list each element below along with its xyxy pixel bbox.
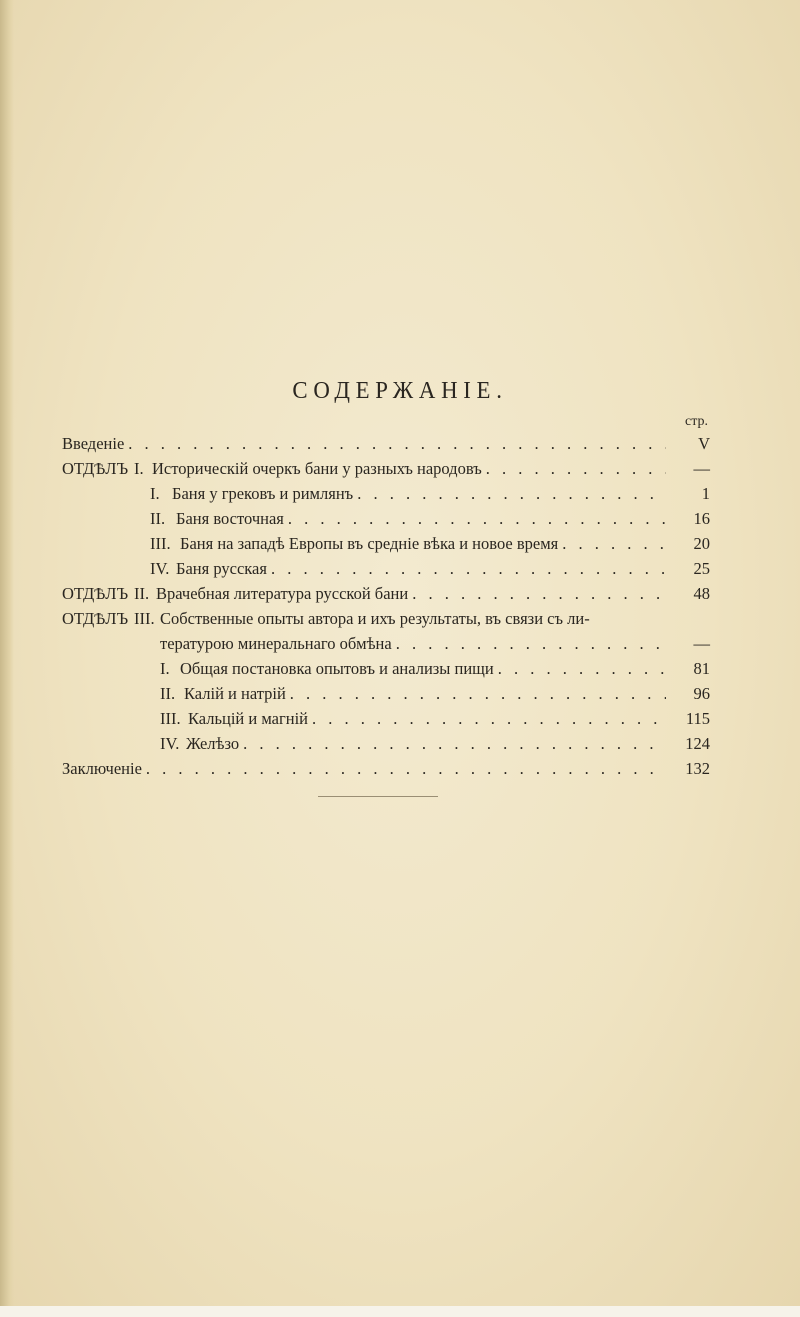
toc-entry (62, 757, 666, 781)
toc-row-section-2 (62, 582, 710, 606)
toc-entry-label: Введеніе (62, 434, 125, 453)
toc-entry-label: Желѣзо (186, 734, 240, 753)
toc-subsection-number: IV. (160, 734, 180, 753)
dot-leader (271, 557, 666, 581)
toc-entry (62, 432, 666, 456)
toc-row-subsection (62, 707, 710, 731)
toc-section-number: III. (134, 609, 155, 628)
toc-entry-label: Баня у грековъ и римлянъ (172, 484, 354, 503)
toc-page-number: 124 (685, 734, 710, 753)
dot-leader (312, 707, 666, 731)
page-bottom-edge (0, 1306, 800, 1317)
toc-entry-label: Заключеніе (62, 759, 142, 778)
dot-leader (290, 682, 666, 706)
toc-row-subsection (62, 732, 710, 756)
page-title: СОДЕРЖАНІЕ. (292, 378, 508, 404)
toc-entry-label: Баня восточная (176, 509, 284, 528)
page-column-header: стр. (684, 414, 708, 429)
toc-entry-label: Баня на западѣ Европы въ средніе вѣка и новое время (180, 534, 559, 553)
toc-subsection-number: IV. (150, 559, 170, 578)
toc-subsection-number: III. (150, 534, 171, 553)
toc-section-number: I. (134, 459, 144, 478)
toc-entry (188, 707, 666, 731)
toc-row-subsection (62, 482, 710, 506)
toc-entry (180, 657, 666, 681)
toc-subsection-number: II. (160, 684, 176, 703)
toc-entry (160, 632, 666, 656)
toc-page-number: 81 (693, 659, 710, 678)
toc-entry (156, 582, 666, 606)
toc-row-subsection (62, 682, 710, 706)
toc-page-number: 16 (693, 509, 710, 528)
toc-row-subsection (62, 657, 710, 681)
toc-page-number: — (693, 634, 710, 653)
toc-entry (176, 507, 666, 531)
toc-page-number: 25 (693, 559, 710, 578)
toc-section-label: ОТДѢЛЪ (62, 609, 129, 628)
toc-subsection-number: I. (160, 659, 170, 678)
toc-entry (176, 557, 666, 581)
toc-page-number: 48 (693, 584, 710, 603)
dot-leader (498, 657, 666, 681)
toc-section-label: ОТДѢЛЪ (62, 584, 129, 603)
toc-page-number: 115 (685, 709, 710, 728)
toc-entry-label: Собственные опыты автора и ихъ результаты, въ связи съ ли- (160, 609, 590, 628)
toc-entry (180, 532, 666, 556)
closing-rule (318, 796, 438, 797)
toc-row-section-3 (62, 607, 710, 631)
dot-leader (486, 457, 666, 481)
dot-leader (243, 732, 666, 756)
toc-row-subsection (62, 557, 710, 581)
toc-subsection-number: I. (150, 484, 160, 503)
toc-entry (184, 682, 666, 706)
toc-entry-label: Кальцій и магній (188, 709, 309, 728)
toc-section-label: ОТДѢЛЪ (62, 459, 129, 478)
toc-entry (152, 457, 666, 481)
toc-row-conclusion (62, 757, 710, 781)
dot-leader (396, 632, 666, 656)
dot-leader (146, 757, 666, 781)
toc-page-number: 132 (685, 759, 710, 778)
toc-section-number: II. (134, 584, 150, 603)
toc-entry (172, 482, 666, 506)
toc-row-introduction (62, 432, 710, 456)
toc-row-subsection (62, 507, 710, 531)
toc-entry-label: Общая постановка опытовъ и анализы пищи (180, 659, 494, 678)
toc-page-number: 1 (701, 484, 710, 503)
toc-page-number: — (693, 459, 710, 478)
toc-row-section-1 (62, 457, 710, 481)
dot-leader (357, 482, 666, 506)
toc-row-continuation (62, 632, 710, 656)
toc-row-subsection (62, 532, 710, 556)
page-spine-shadow (0, 0, 14, 1317)
toc-subsection-number: III. (160, 709, 181, 728)
toc-page-number: 20 (693, 534, 710, 553)
toc-entry-label: Историческій очеркъ бани у разныхъ народовъ (152, 459, 482, 478)
dot-leader (412, 582, 666, 606)
toc-page-number: V (698, 434, 710, 453)
dot-leader (288, 507, 666, 531)
toc-entry-label: Баня русская (176, 559, 267, 578)
toc-entry-label: Калій и натрій (184, 684, 286, 703)
toc-entry-label: тературою минеральнаго обмѣна (160, 634, 392, 653)
toc-entry (186, 732, 666, 756)
toc-page-number: 96 (693, 684, 710, 703)
toc-subsection-number: II. (150, 509, 166, 528)
dot-leader (562, 532, 666, 556)
toc-entry-label: Врачебная литература русской бани (156, 584, 409, 603)
dot-leader (128, 432, 666, 456)
